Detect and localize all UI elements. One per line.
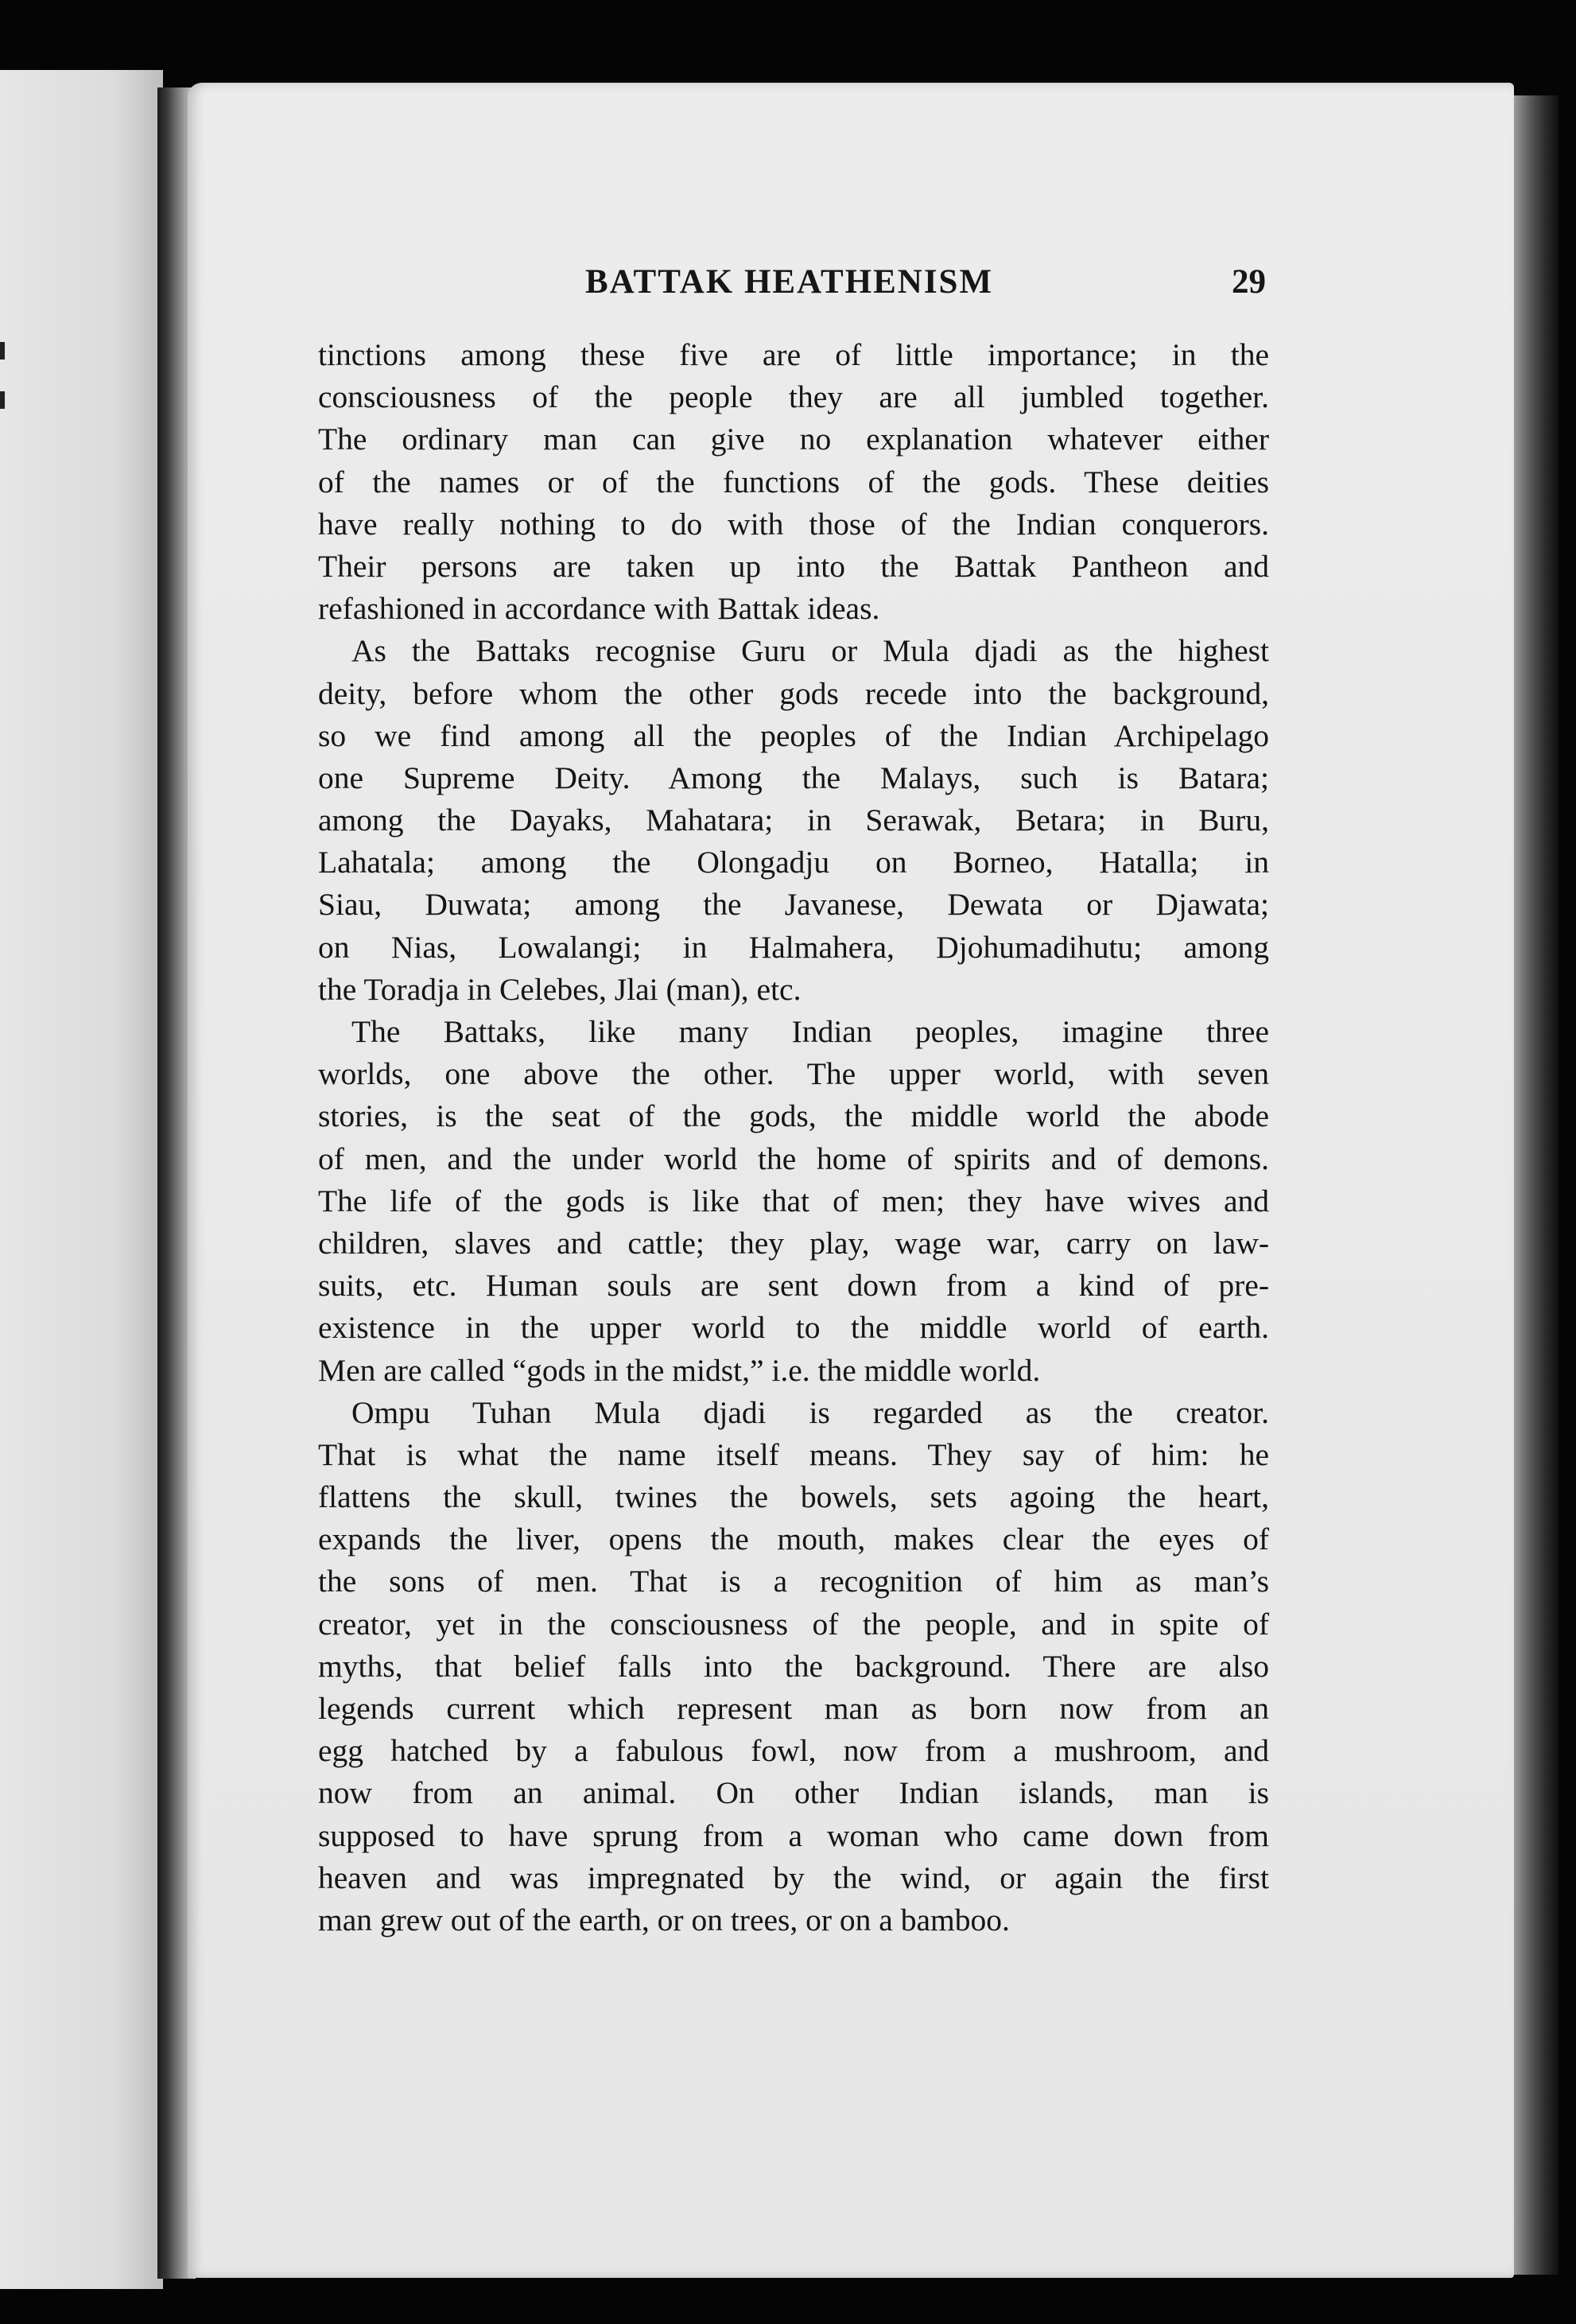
text-line: the Toradja in Celebes, Jlai (man), etc. — [318, 971, 802, 1007]
facing-page-edge — [0, 70, 163, 2289]
text-line: refashioned in accordance with Battak ideas. — [318, 591, 880, 627]
text-line: Their persons are taken up into the Battak Pantheon and — [318, 548, 1269, 584]
text-line: of the names or of the functions of the gods. These deities — [318, 464, 1269, 499]
text-line: the sons of men. That is a recognition of him as man’s — [318, 1564, 1269, 1599]
text-line: Lahatala; among the Olongadju on Borneo, Hatalla; in — [318, 845, 1269, 880]
text-line: suits, etc. Human souls are sent down from a kind of pre- — [318, 1268, 1269, 1304]
text-line: Men are called “gods in the midst,” i.e. the middle world. — [318, 1352, 1041, 1388]
paragraph — [318, 1011, 1269, 1392]
running-head — [323, 262, 1266, 307]
text-line: among the Dayaks, Mahatara; in Serawak, Betara; in Buru, — [318, 803, 1269, 838]
text-line: so we find among all the peoples of the Indian Archipelago — [318, 717, 1269, 753]
paragraph — [318, 334, 1269, 630]
text-line: Siau, Duwata; among the Javanese, Dewata or Djawata; — [318, 887, 1269, 923]
running-title: BATTAK HEATHENISM — [585, 263, 994, 301]
text-line: tinctions among these five are of little importance; in the — [318, 337, 1269, 372]
text-line: The life of the gods is like that of men; they have wives and — [318, 1183, 1269, 1218]
text-line: now from an animal. On other Indian islands, man is — [318, 1775, 1269, 1811]
facing-page-text-fragments — [0, 342, 5, 390]
text-line: stories, is the seat of the gods, the middle world the abode — [318, 1098, 1269, 1134]
text-line: heaven and was impregnated by the wind, or again the first — [318, 1860, 1269, 1895]
text-line: one Supreme Deity. Among the Malays, such is Batara; — [318, 760, 1269, 795]
text-line: deity, before whom the other gods recede into the background, — [318, 675, 1269, 711]
text-line: supposed to have sprung from a woman who came down from — [318, 1817, 1269, 1853]
text-line: consciousness of the people they are all jumbled together. — [318, 379, 1269, 415]
text-line: flattens the skull, twines the bowels, sets agoing the heart, — [318, 1479, 1269, 1515]
body-text — [318, 334, 1269, 1941]
text-line: As the Battaks recognise Guru or Mula djadi as the highest — [351, 633, 1269, 669]
text-line: That is what the name itself means. They say of him: he — [318, 1436, 1269, 1472]
text-line: existence in the upper world to the middle world of earth. — [318, 1310, 1269, 1346]
text-line: egg hatched by a fabulous fowl, now from a mushroom, and — [318, 1733, 1269, 1769]
text-line: myths, that belief falls into the background. There are also — [318, 1648, 1269, 1684]
text-line: legends current which represent man as born now from an — [318, 1691, 1269, 1726]
text-line: have really nothing to do with those of the Indian conquerors. — [318, 506, 1269, 542]
text-line: The Battaks, like many Indian peoples, imagine three — [351, 1014, 1269, 1049]
text-line: man grew out of the earth, or on trees, or on a bamboo. — [318, 1902, 1010, 1937]
text-line: creator, yet in the consciousness of the people, and in spite of — [318, 1606, 1269, 1642]
paragraph — [318, 630, 1269, 1011]
page-number: 29 — [1232, 263, 1266, 301]
text-line: of men, and the under world the home of spirits and of demons. — [318, 1141, 1269, 1176]
text-line: on Nias, Lowalangi; in Halmahera, Djohumadihutu; among — [318, 929, 1269, 965]
text-line: The ordinary man can give no explanation whatever either — [318, 422, 1269, 457]
text-line: Ompu Tuhan Mula djadi is regarded as the creator. — [351, 1394, 1269, 1430]
paragraph — [318, 1392, 1269, 1941]
text-line: children, slaves and cattle; they play, wage war, carry on law- — [318, 1225, 1269, 1261]
text-line: expands the liver, opens the mouth, makes clear the eyes of — [318, 1521, 1269, 1557]
text-line: worlds, one above the other. The upper world, with seven — [318, 1056, 1269, 1092]
